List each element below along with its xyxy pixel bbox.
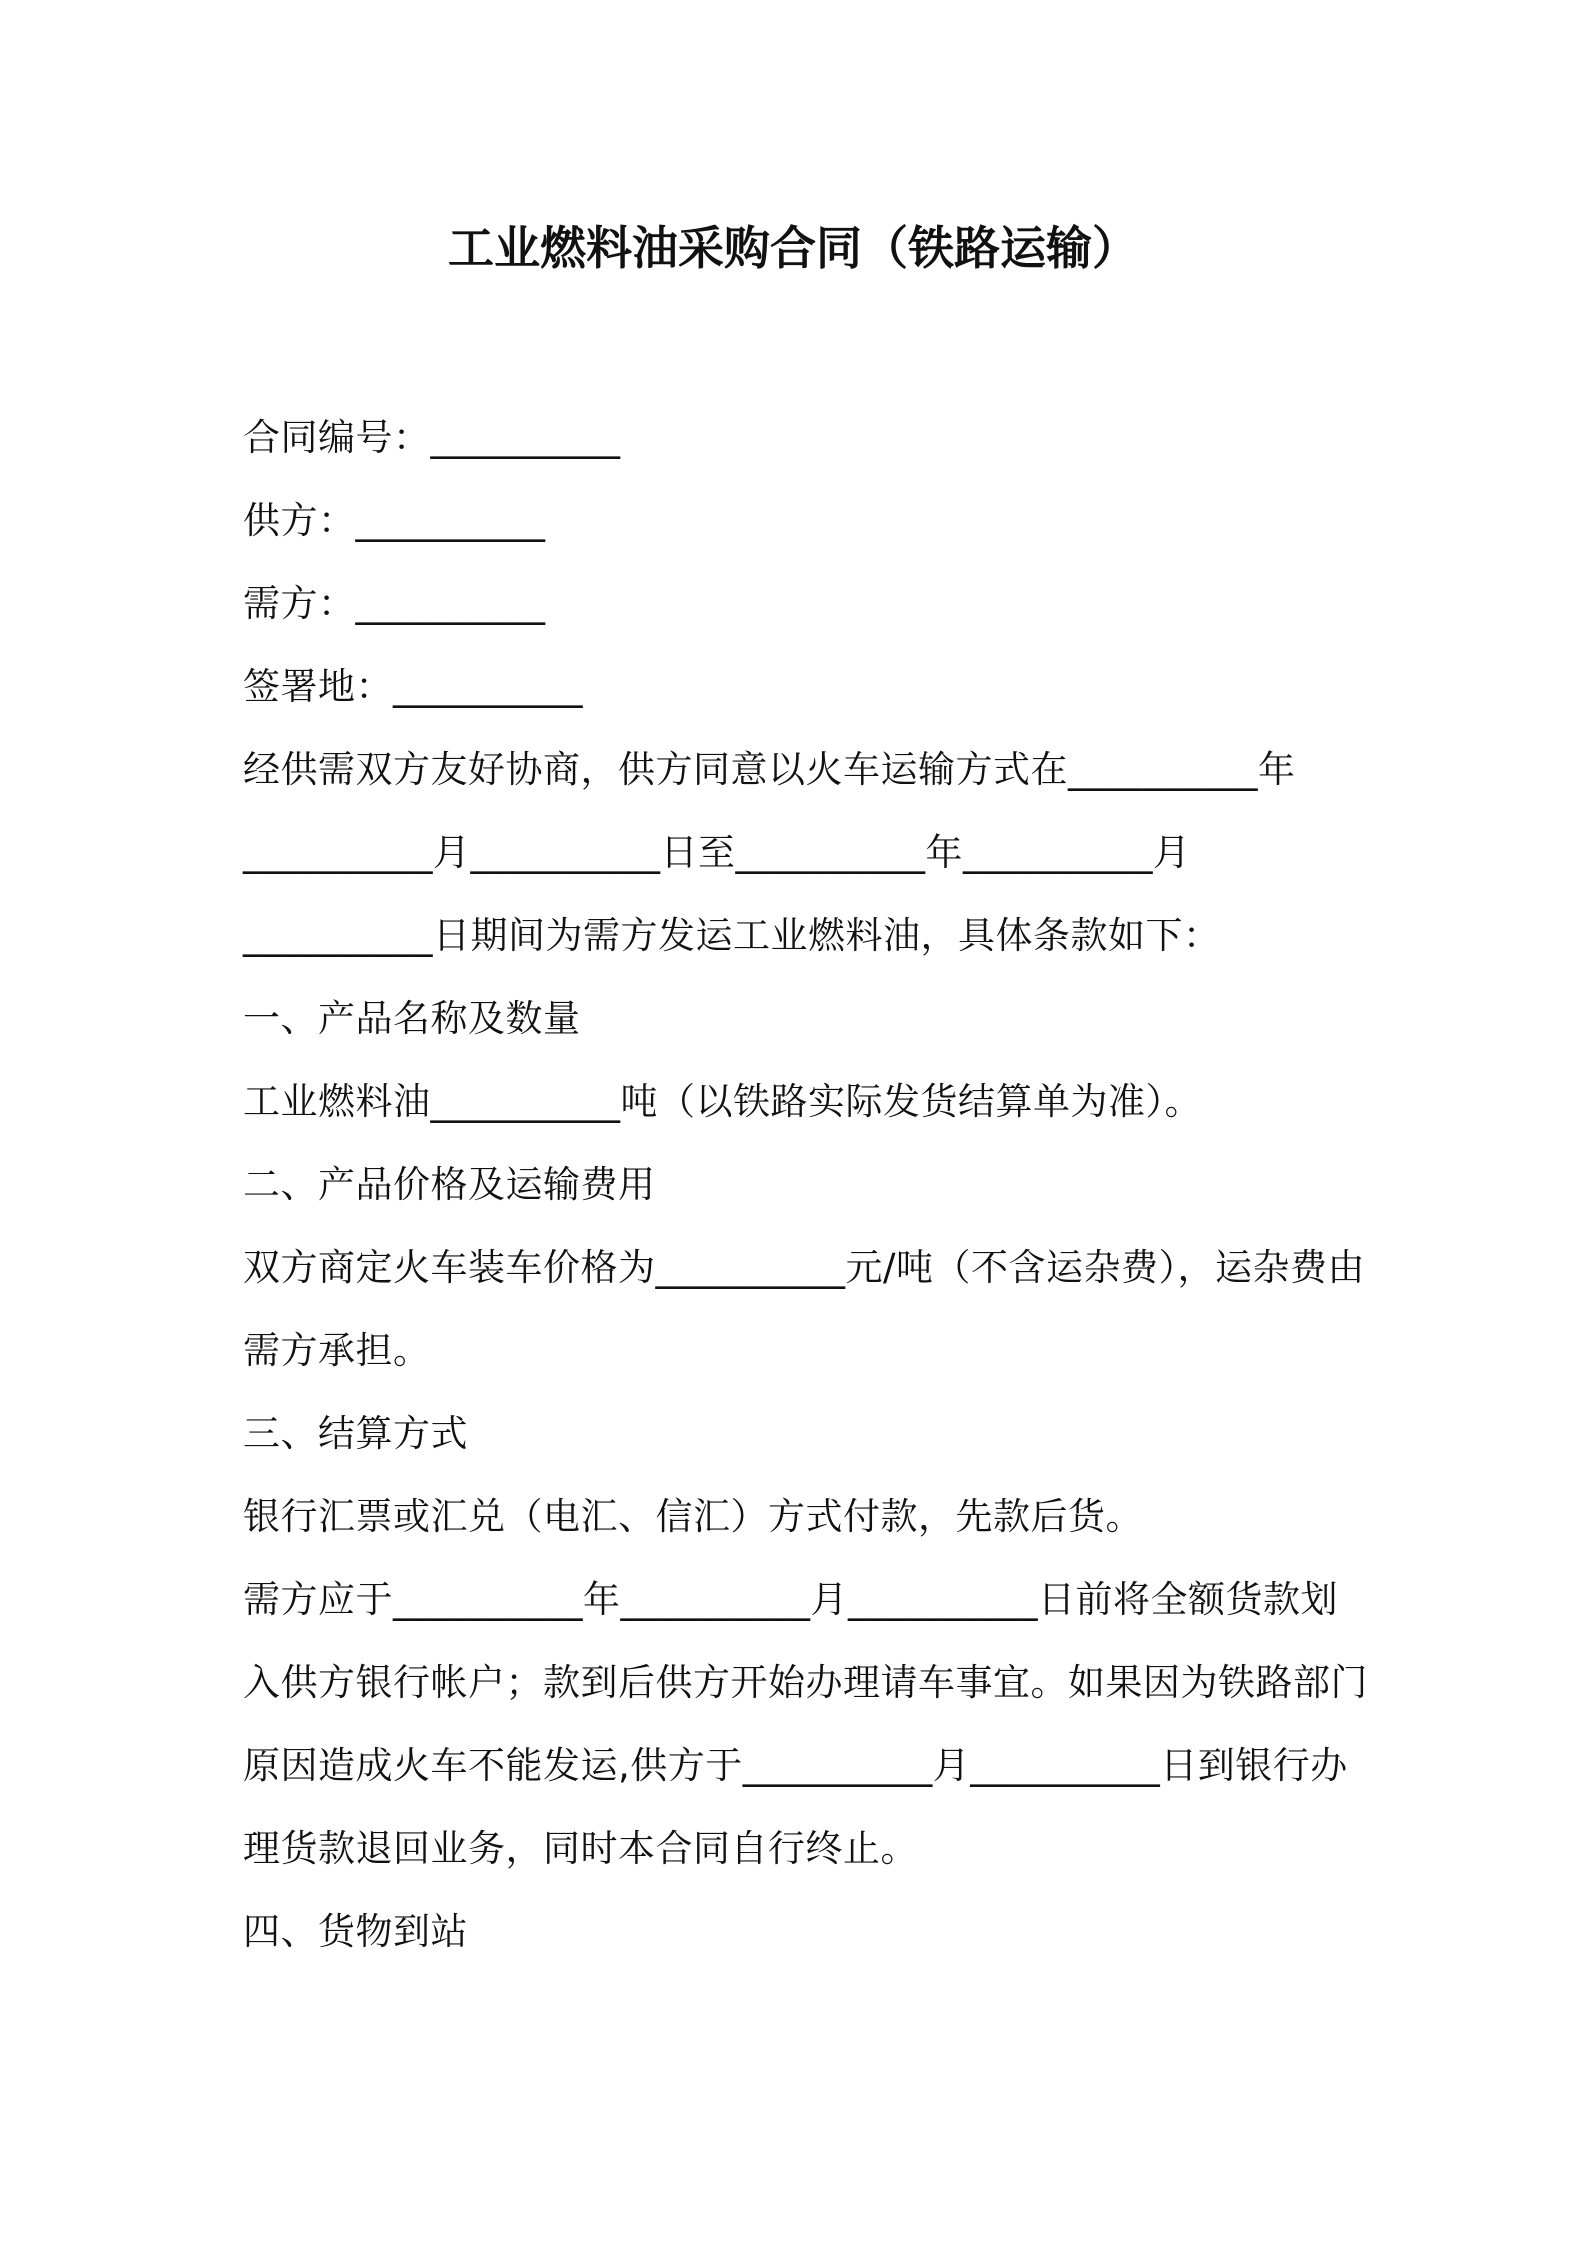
signing-place-field: 签署地：__________ (243, 665, 583, 708)
section-heading-3: 三、结算方式 (243, 1412, 468, 1455)
document-title: 工业燃料油采购合同（铁路运输） (448, 221, 1138, 275)
section-2-text: 双方商定火车装车价格为__________元/吨（不含运杂费），运杂费由 (243, 1246, 1365, 1289)
section-1-text: 工业燃料油__________吨（以铁路实际发货结算单为准）。 (243, 1080, 1202, 1123)
supplier-field: 供方：__________ (243, 499, 546, 542)
section-3-text: 入供方银行帐户；款到后供方开始办理请车事宜。如果因为铁路部门 (243, 1661, 1368, 1704)
section-3-text: 理货款退回业务，同时本合同自行终止。 (243, 1827, 918, 1870)
preamble-line: 经供需双方友好协商，供方同意以火车运输方式在__________年 (243, 748, 1296, 791)
preamble-line: __________日期间为需方发运工业燃料油，具体条款如下： (243, 914, 1221, 957)
section-heading-2: 二、产品价格及运输费用 (243, 1163, 656, 1206)
section-heading-1: 一、产品名称及数量 (243, 997, 581, 1040)
section-3-text: 原因造成火车不能发运,供方于__________月__________日到银行办 (243, 1744, 1348, 1787)
preamble-line: __________月__________日至__________年__________月 (243, 831, 1191, 874)
section-2-text: 需方承担。 (243, 1329, 431, 1372)
contract-number-field: 合同编号：__________ (243, 416, 621, 459)
section-3-text: 银行汇票或汇兑（电汇、信汇）方式付款，先款后货。 (243, 1495, 1143, 1538)
buyer-field: 需方：__________ (243, 582, 546, 625)
section-heading-4: 四、货物到站 (243, 1910, 468, 1953)
section-3-text: 需方应于__________年__________月__________日前将全额货款划 (243, 1578, 1338, 1621)
